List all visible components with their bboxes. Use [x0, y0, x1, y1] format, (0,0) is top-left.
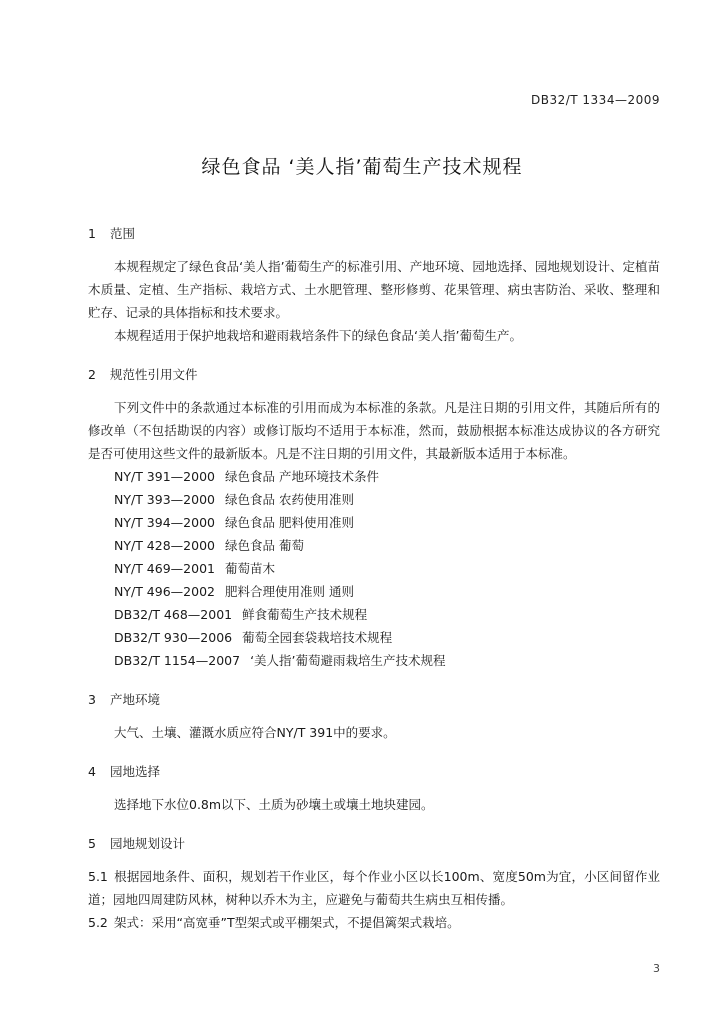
reference-item [88, 488, 660, 511]
section-1-heading [88, 222, 660, 245]
document-title: 绿色食品 ‘美人指’葡萄生产技术规程 [201, 156, 523, 178]
section-5-heading [88, 832, 660, 855]
subclause-text: 根据园地条件、面积，规划若干作业区，每个作业小区以长100m、宽度50m为宜，小区间留作业道；园地四周建防风林，树种以乔木为主，应避免与葡萄共生病虫互相传播。 [88, 869, 660, 907]
reference-name: 葡萄全园套袋栽培技术规程 [242, 630, 393, 645]
reference-name: 葡萄苗木 [224, 561, 275, 576]
reference-item [88, 626, 660, 649]
reference-list [88, 465, 660, 672]
section-title: 园地规划设计 [109, 836, 185, 851]
section-number: 4 [88, 764, 96, 779]
subclause-text: 架式：采用“高宽垂”T型架式或平棚架式，不提倡篱架式栽培。 [114, 915, 460, 930]
section-4-paragraph: 选择地下水位0.8m以下、土质为砂壤土或壤土地块建园。 [114, 797, 434, 812]
reference-name: ‘美人指’葡萄避雨栽培生产技术规程 [250, 653, 446, 668]
section-number: 1 [88, 226, 96, 241]
section-number: 3 [88, 692, 96, 707]
reference-code: DB32/T 468—2001 [114, 607, 233, 622]
reference-name: 鲜食葡萄生产技术规程 [242, 607, 368, 622]
section-2-heading [88, 363, 660, 386]
subclause-5-1 [88, 865, 660, 911]
section-title: 范围 [109, 226, 135, 241]
reference-code: NY/T 469—2001 [114, 561, 215, 576]
section-title: 规范性引用文件 [109, 367, 198, 382]
reference-name: 绿色食品 肥料使用准则 [224, 515, 354, 530]
reference-item [88, 580, 660, 603]
section-title: 园地选择 [109, 764, 160, 779]
reference-name: 绿色食品 葡萄 [224, 538, 304, 553]
subclause-5-2 [88, 911, 660, 934]
reference-code: DB32/T 1154—2007 [114, 653, 241, 668]
reference-item [88, 603, 660, 626]
reference-item [88, 465, 660, 488]
reference-code: NY/T 391—2000 [114, 469, 215, 484]
reference-code: DB32/T 930—2006 [114, 630, 233, 645]
reference-code: NY/T 394—2000 [114, 515, 215, 530]
section-1-paragraph-1: 本规程规定了绿色食品‘美人指’葡萄生产的标准引用、产地环境、园地选择、园地规划设计、定植苗木质量、定植、生产指标、栽培方式、土水肥管理、整形修剪、花果管理、病虫害防治、采收、整理和贮存、记录的具体指标和技术要求。 [88, 259, 660, 320]
subclause-number: 5.1 [88, 869, 108, 884]
reference-code: NY/T 428—2000 [114, 538, 215, 553]
reference-item [88, 557, 660, 580]
reference-name: 绿色食品 农药使用准则 [224, 492, 354, 507]
section-title: 产地环境 [109, 692, 160, 707]
reference-item [88, 534, 660, 557]
section-4-heading [88, 760, 660, 783]
section-3-paragraph: 大气、土壤、灌溉水质应符合NY/T 391中的要求。 [114, 725, 396, 740]
document-body [88, 222, 660, 934]
reference-code: NY/T 496—2002 [114, 584, 215, 599]
section-2-paragraph: 下列文件中的条款通过本标准的引用而成为本标准的条款。凡是注日期的引用文件，其随后所有的修改单（不包括勘误的内容）或修订版均不适用于本标准，然而，鼓励根据本标准达成协议的各方研究是否可使用这些文件的最新版本。凡是不注日期的引用文件，其最新版本适用于本标准。 [88, 400, 660, 461]
reference-code: NY/T 393—2000 [114, 492, 215, 507]
section-number: 2 [88, 367, 96, 382]
reference-name: 绿色食品 产地环境技术条件 [224, 469, 379, 484]
standard-code: DB32/T 1334—2009 [530, 93, 660, 107]
page-number: 3 [653, 962, 660, 975]
reference-name: 肥料合理使用准则 通则 [224, 584, 354, 599]
subclause-number: 5.2 [88, 915, 108, 930]
section-1-paragraph-2: 本规程适用于保护地栽培和避雨栽培条件下的绿色食品‘美人指’葡萄生产。 [114, 328, 522, 343]
section-number: 5 [88, 836, 96, 851]
section-3-heading [88, 688, 660, 711]
reference-item [88, 649, 660, 672]
reference-item [88, 511, 660, 534]
